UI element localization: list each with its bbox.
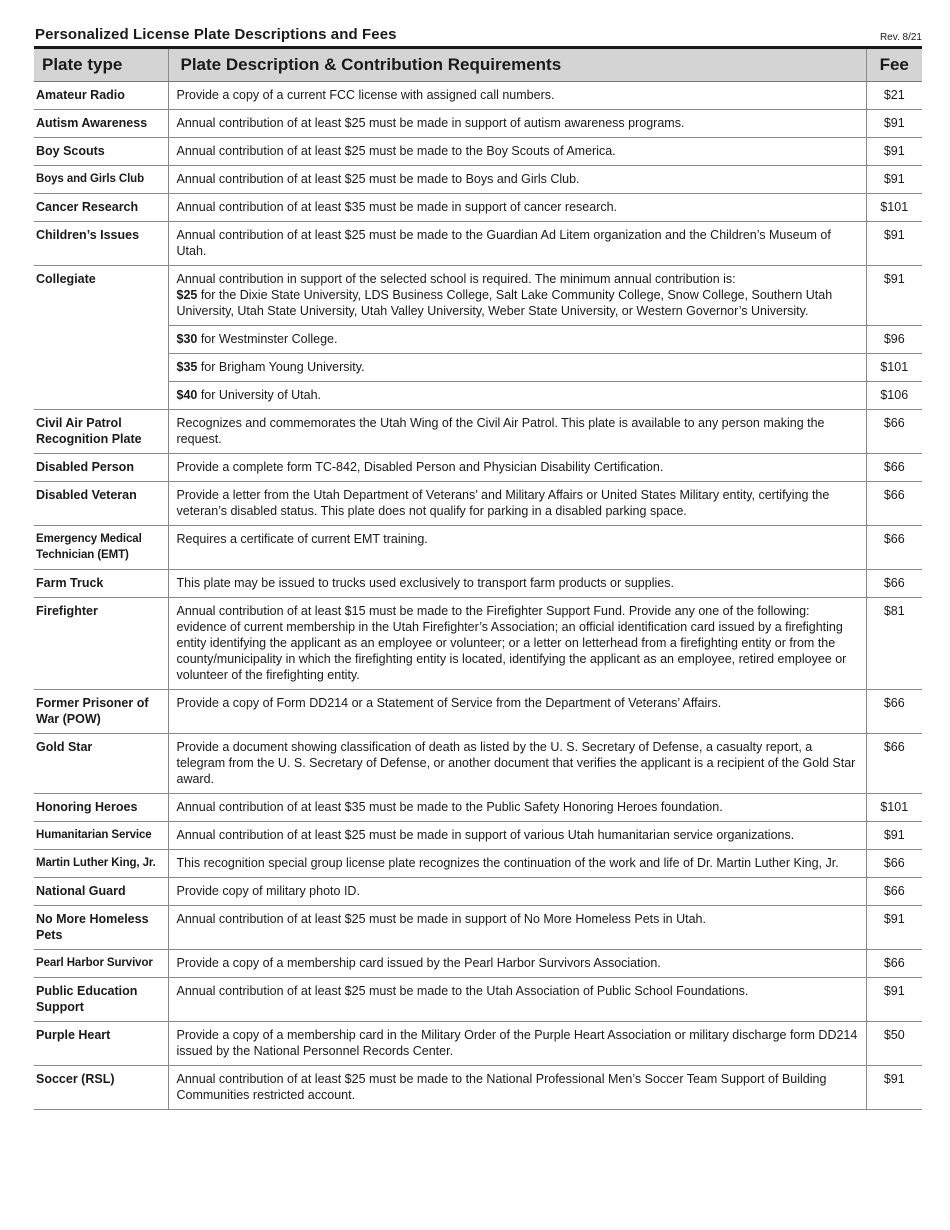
table-row xyxy=(34,822,922,850)
fee-cell: $66 xyxy=(866,878,922,906)
fee-cell: $66 xyxy=(866,734,922,794)
fee-cell: $66 xyxy=(866,850,922,878)
fee-cell: $66 xyxy=(866,482,922,526)
plate-type-cell: Disabled Veteran xyxy=(34,482,168,526)
plate-type-cell: Honoring Heroes xyxy=(34,794,168,822)
fee-cell: $91 xyxy=(866,222,922,266)
fee-cell: $91 xyxy=(866,166,922,194)
description-cell: Provide a copy of a membership card issued by the Pearl Harbor Survivors Association. xyxy=(168,950,866,978)
plate-type-cell: Farm Truck xyxy=(34,570,168,598)
fee-cell: $66 xyxy=(866,454,922,482)
document-page xyxy=(34,26,922,1110)
table-row xyxy=(34,1066,922,1110)
plate-type-cell: Public Education Support xyxy=(34,978,168,1022)
description-cell: Annual contribution of at least $25 must be made to the Boy Scouts of America. xyxy=(168,138,866,166)
table-row xyxy=(34,526,922,570)
plate-type-cell: Humanitarian Service xyxy=(34,822,168,850)
collegiate-intro: Annual contribution in support of the selected school is required. The minimum annual contribution is: xyxy=(176,272,736,286)
plate-type-cell: No More Homeless Pets xyxy=(34,906,168,950)
table-row xyxy=(34,110,922,138)
plate-type-cell: Amateur Radio xyxy=(34,82,168,110)
description-cell: Provide a complete form TC-842, Disabled Person and Physician Disability Certification. xyxy=(168,454,866,482)
collegiate-amount: $35 xyxy=(176,360,198,374)
description-cell: Annual contribution of at least $25 must be made to the Guardian Ad Litem organization and the Children’s Museum of Utah. xyxy=(168,222,866,266)
plate-type-cell: Firefighter xyxy=(34,598,168,690)
fee-cell: $66 xyxy=(866,950,922,978)
description-cell xyxy=(168,382,866,410)
table-row xyxy=(34,482,922,526)
description-cell: Annual contribution of at least $15 must be made to the Firefighter Support Fund. Provide any one of the following: evidence of current membership in the Utah Firefighter’s Association; an official identification card issued by a firefighting entity identifying the applicant as an employee or volunteer; or a letter on letterhead from a firefighting entity or from the county/municipality in which the firefighting entity is located, identifying the applicant as an employee, retired employee or volunteer of the firefighting entity. xyxy=(168,598,866,690)
table-row-collegiate xyxy=(34,266,922,326)
fee-cell: $91 xyxy=(866,822,922,850)
fee-cell: $101 xyxy=(866,354,922,382)
column-header-fee: Fee xyxy=(866,48,922,82)
table-row xyxy=(34,570,922,598)
plate-type-cell: Children’s Issues xyxy=(34,222,168,266)
description-cell: This recognition special group license plate recognizes the continuation of the work and life of Dr. Martin Luther King, Jr. xyxy=(168,850,866,878)
plate-type-cell: Civil Air Patrol Recognition Plate xyxy=(34,410,168,454)
table-row xyxy=(34,138,922,166)
plate-type-cell: Pearl Harbor Survivor xyxy=(34,950,168,978)
plate-type-cell: Cancer Research xyxy=(34,194,168,222)
fee-cell: $81 xyxy=(866,598,922,690)
table-row xyxy=(34,82,922,110)
description-cell: Annual contribution of at least $25 must be made in support of autism awareness programs. xyxy=(168,110,866,138)
table-row xyxy=(34,950,922,978)
description-cell: Provide a copy of a current FCC license with assigned call numbers. xyxy=(168,82,866,110)
fee-cell: $66 xyxy=(866,570,922,598)
fee-cell: $91 xyxy=(866,138,922,166)
description-cell: Annual contribution of at least $35 must be made in support of cancer research. xyxy=(168,194,866,222)
table-row xyxy=(34,794,922,822)
table-row xyxy=(34,598,922,690)
description-cell xyxy=(168,266,866,326)
title-row xyxy=(34,26,922,46)
plate-type-cell: Martin Luther King, Jr. xyxy=(34,850,168,878)
description-cell: Requires a certificate of current EMT training. xyxy=(168,526,866,570)
description-cell xyxy=(168,354,866,382)
description-cell: This plate may be issued to trucks used exclusively to transport farm products or supplies. xyxy=(168,570,866,598)
fee-cell: $66 xyxy=(866,690,922,734)
revision-label: Rev. 8/21 xyxy=(879,32,922,43)
collegiate-schools: for the Dixie State University, LDS Business College, Salt Lake Community College, Snow College, Southern Utah University, Utah State University, Utah Valley University, Weber State University, or Western Governor’s University. xyxy=(176,288,833,318)
table-row-collegiate xyxy=(34,326,922,354)
description-cell: Recognizes and commemorates the Utah Wing of the Civil Air Patrol. This plate is available to any person making the request. xyxy=(168,410,866,454)
plate-type-cell: Soccer (RSL) xyxy=(34,1066,168,1110)
fee-cell: $91 xyxy=(866,1066,922,1110)
column-header-plate-type: Plate type xyxy=(34,48,168,82)
table-row xyxy=(34,194,922,222)
fee-cell: $66 xyxy=(866,526,922,570)
description-cell: Annual contribution of at least $25 must be made to Boys and Girls Club. xyxy=(168,166,866,194)
table-row xyxy=(34,1022,922,1066)
description-cell: Annual contribution of at least $25 must be made in support of various Utah humanitarian service organizations. xyxy=(168,822,866,850)
table-row xyxy=(34,878,922,906)
collegiate-amount: $40 xyxy=(176,388,198,402)
table-row-collegiate xyxy=(34,382,922,410)
fee-cell: $91 xyxy=(866,978,922,1022)
table-row xyxy=(34,454,922,482)
fee-cell: $66 xyxy=(866,410,922,454)
plate-type-cell: National Guard xyxy=(34,878,168,906)
table-row-collegiate xyxy=(34,354,922,382)
fee-cell: $50 xyxy=(866,1022,922,1066)
fee-cell: $96 xyxy=(866,326,922,354)
description-cell: Provide a copy of a membership card in the Military Order of the Purple Heart Association or military discharge form DD214 issued by the National Personnel Records Center. xyxy=(168,1022,866,1066)
description-cell xyxy=(168,326,866,354)
table-row xyxy=(34,222,922,266)
fee-cell: $91 xyxy=(866,110,922,138)
description-cell: Annual contribution of at least $35 must be made to the Public Safety Honoring Heroes foundation. xyxy=(168,794,866,822)
plate-type-cell: Former Prisoner of War (POW) xyxy=(34,690,168,734)
plate-type-cell: Autism Awareness xyxy=(34,110,168,138)
page-title: Personalized License Plate Descriptions and Fees xyxy=(35,26,397,43)
table-row xyxy=(34,978,922,1022)
table-row xyxy=(34,850,922,878)
fee-cell: $91 xyxy=(866,266,922,326)
plate-fee-table xyxy=(34,46,922,1110)
collegiate-schools: for University of Utah. xyxy=(197,388,322,402)
collegiate-amount: $30 xyxy=(176,332,198,346)
collegiate-schools: for Brigham Young University. xyxy=(197,360,365,374)
table-header-row xyxy=(34,48,922,82)
description-cell: Annual contribution of at least $25 must be made to the National Professional Men’s Soccer Team Support of Building Communities restricted account. xyxy=(168,1066,866,1110)
column-header-description: Plate Description & Contribution Requirements xyxy=(168,48,866,82)
plate-type-cell: Emergency Medical Technician (EMT) xyxy=(34,526,168,570)
table-row xyxy=(34,734,922,794)
plate-type-cell: Purple Heart xyxy=(34,1022,168,1066)
fee-cell: $101 xyxy=(866,794,922,822)
table-row xyxy=(34,166,922,194)
table-row xyxy=(34,690,922,734)
fee-cell: $106 xyxy=(866,382,922,410)
plate-type-cell: Collegiate xyxy=(34,266,168,410)
fee-cell: $91 xyxy=(866,906,922,950)
description-cell: Provide a document showing classification of death as listed by the U. S. Secretary of Defense, a casualty report, a telegram from the U. S. Secretary of Defense, or another document that verifies the applicant is a recipient of the Gold Star award. xyxy=(168,734,866,794)
description-cell: Annual contribution of at least $25 must be made in support of No More Homeless Pets in Utah. xyxy=(168,906,866,950)
table-row xyxy=(34,410,922,454)
collegiate-amount: $25 xyxy=(176,288,198,302)
table-row xyxy=(34,906,922,950)
plate-type-cell: Gold Star xyxy=(34,734,168,794)
description-cell: Provide a copy of Form DD214 or a Statement of Service from the Department of Veterans’ Affairs. xyxy=(168,690,866,734)
plate-type-cell: Disabled Person xyxy=(34,454,168,482)
fee-cell: $21 xyxy=(866,82,922,110)
fee-cell: $101 xyxy=(866,194,922,222)
collegiate-schools: for Westminster College. xyxy=(197,332,338,346)
description-cell: Provide a letter from the Utah Department of Veterans’ and Military Affairs or United States Military entity, certifying the veteran’s disabled status. This plate does not qualify for parking in a disabled parking space. xyxy=(168,482,866,526)
description-cell: Provide copy of military photo ID. xyxy=(168,878,866,906)
plate-type-cell: Boy Scouts xyxy=(34,138,168,166)
description-cell: Annual contribution of at least $25 must be made to the Utah Association of Public School Foundations. xyxy=(168,978,866,1022)
plate-type-cell: Boys and Girls Club xyxy=(34,166,168,194)
